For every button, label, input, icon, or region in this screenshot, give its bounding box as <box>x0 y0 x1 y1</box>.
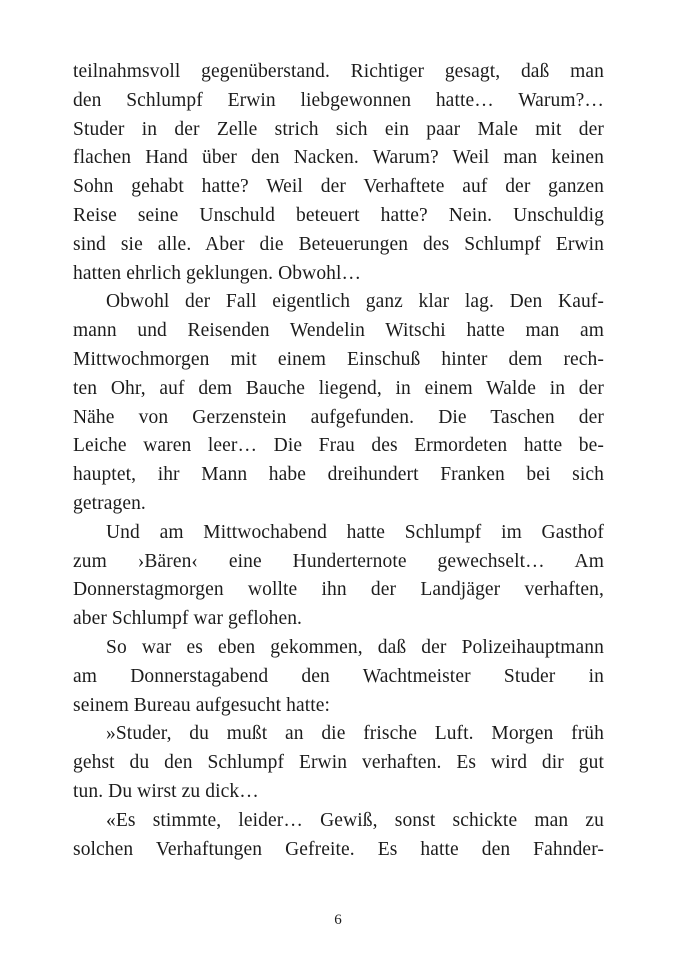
text-line: solchen Verhaftungen Gefreite. Es hatte den Fahnder- <box>73 838 604 860</box>
text-line: Leiche waren leer… Die Frau des Ermordeten hatte be- <box>73 435 604 457</box>
text-line: Und am Mittwochabend hatte Schlumpf im Gasthof <box>106 521 604 543</box>
text-line: am Donnerstagabend den Wachtmeister Studer in <box>73 665 604 687</box>
paragraph <box>73 807 604 865</box>
text-line: hauptet, ihr Mann habe dreihundert Franken bei sich <box>73 464 604 486</box>
text-line: gehst du den Schlumpf Erwin verhaften. Es wird dir gut <box>73 752 604 774</box>
text-line: »Studer, du mußt an die frische Luft. Morgen früh <box>106 723 604 745</box>
page-number: 6 <box>334 912 342 928</box>
text-line: hatten ehrlich geklungen. Obwohl… <box>73 262 362 284</box>
text-line: teilnahmsvoll gegenüberstand. Richtiger gesagt, daß man <box>73 61 604 82</box>
text-line: «Es stimmte, leider… Gewiß, sonst schickte man zu <box>106 809 604 831</box>
text-line: aber Schlumpf war geflohen. <box>73 608 303 630</box>
text-line: Reise seine Unschuld beteuert hatte? Nein. Unschuldig <box>73 204 604 226</box>
text-line: zum ›Bären‹ eine Hunderternote gewechselt… Am <box>73 550 604 572</box>
text-line: den Schlumpf Erwin liebgewonnen hatte… Warum?… <box>73 89 604 111</box>
text-line: seinem Bureau aufgesucht hatte: <box>73 694 331 716</box>
page-text <box>73 58 604 864</box>
text-line: getragen. <box>73 492 146 514</box>
text-line: Sohn gehabt hatte? Weil der Verhaftete auf der ganzen <box>73 176 604 198</box>
paragraph <box>73 288 604 518</box>
text-line: Obwohl der Fall eigentlich ganz klar lag. Den Kauf- <box>106 291 604 313</box>
text-line: mann und Reisenden Wendelin Witschi hatte man am <box>73 320 604 342</box>
text-line: Donnerstagmorgen wollte ihn der Landjäger verhaften, <box>73 579 604 601</box>
text-line: So war es eben gekommen, daß der Polizeihauptmann <box>106 636 604 658</box>
text-line: ten Ohr, auf dem Bauche liegend, in einem Walde in der <box>73 377 604 399</box>
paragraph <box>73 634 604 720</box>
text-line: flachen Hand über den Nacken. Warum? Weil man keinen <box>73 147 604 169</box>
paragraph <box>73 58 604 288</box>
text-line: Nähe von Gerzenstein aufgefunden. Die Taschen der <box>73 406 604 428</box>
text-line: tun. Du wirst zu dick… <box>73 780 259 802</box>
paragraph <box>73 519 604 634</box>
text-line: Mittwochmorgen mit einem Einschuß hinter dem rech- <box>73 348 604 370</box>
paragraph <box>73 720 604 806</box>
text-line: Studer in der Zelle strich sich ein paar Male mit der <box>73 118 604 140</box>
text-line: sind sie alle. Aber die Beteuerungen des Schlumpf Erwin <box>73 233 604 255</box>
